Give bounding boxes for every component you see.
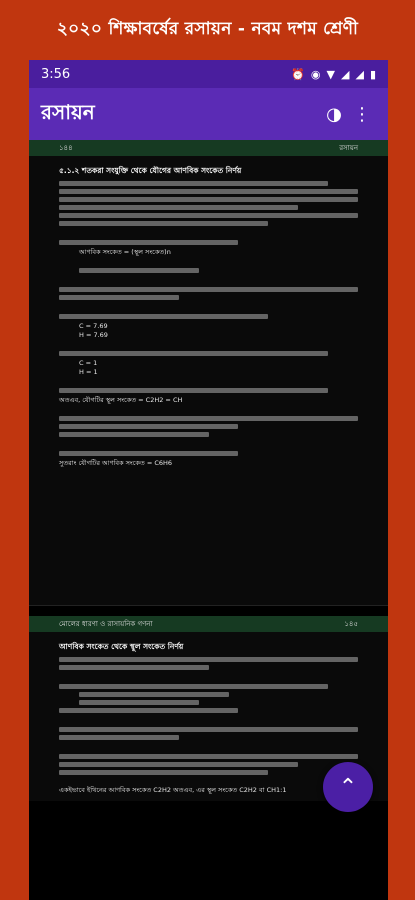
- text-line: [59, 181, 328, 186]
- text-line: [59, 205, 298, 210]
- section-title: ৫.১.২ শতকরা সংযুক্তি থেকে যৌগের আণবিক সংকেত নির্ণয়: [59, 166, 242, 175]
- text-line: [59, 754, 358, 759]
- status-bar: [29, 60, 388, 88]
- page-subject: রসায়ন: [339, 144, 358, 152]
- status-icons: [291, 68, 376, 81]
- page-number: ১৪৫: [344, 620, 358, 628]
- text-line: [59, 770, 268, 775]
- signal2-icon: ◢: [355, 67, 364, 81]
- phone-screen: [29, 60, 388, 900]
- banner-title: ২০২০ শিক্ষাবর্ষের রসায়ন - নবম দশম শ্রেণী: [56, 19, 359, 39]
- page-number: ১৪৪: [59, 144, 73, 152]
- alarm-icon: ⏰: [291, 67, 305, 81]
- formula: আণবিক সংকেত = (স্থূল সংকেত)n: [79, 248, 171, 256]
- pdf-page: [29, 140, 388, 606]
- text-line: [59, 432, 209, 437]
- text-line: [59, 684, 328, 689]
- page-header: [29, 140, 388, 156]
- signal-icon: ◢: [341, 67, 350, 81]
- text-line: [79, 692, 229, 697]
- text-line-last: একইভাবে ইথিনের আণবিক সংকেত C2H2 অতএব, এর স্থূল সংকেত C2H2 বা CH1:1: [59, 786, 287, 794]
- formula: সুতরাং যৌগটির আণবিক সংকেত = C6H6: [59, 459, 173, 467]
- page-chapter: মোলের ধারণা ও রাসায়নিক গণনা: [59, 620, 153, 628]
- eye-icon: ◉: [310, 67, 321, 81]
- wifi-icon: ▼: [326, 67, 335, 81]
- text-line: [59, 388, 328, 393]
- text-line: [59, 314, 268, 319]
- text-line: [59, 295, 179, 300]
- text-line: [59, 424, 238, 429]
- text-line: [59, 762, 298, 767]
- status-time: 3:56: [41, 66, 71, 82]
- formula: C = 1: [79, 359, 98, 367]
- text-line: [59, 197, 358, 202]
- text-line: [59, 657, 358, 662]
- formula: H = 7.69: [79, 331, 108, 339]
- section-title: আণবিক সংকেত থেকে স্থূল সংকেত নির্ণয়: [59, 642, 184, 651]
- page-header: [29, 616, 388, 632]
- text-line: [59, 708, 238, 713]
- text-line: [59, 735, 179, 740]
- text-line: [59, 451, 238, 456]
- page-body: [29, 156, 388, 474]
- formula: C = 7.69: [79, 322, 108, 330]
- app-bar: [29, 88, 388, 140]
- scroll-top-button[interactable]: [323, 762, 373, 812]
- app-banner: [0, 0, 415, 60]
- page-title: রসায়ন: [41, 99, 95, 124]
- text-line: [59, 189, 358, 194]
- text-line: [59, 416, 358, 421]
- chevron-up-icon: ⌃: [338, 774, 358, 800]
- brightness-icon[interactable]: ◑: [326, 103, 342, 125]
- text-line: [59, 287, 358, 292]
- text-line: [79, 700, 199, 705]
- battery-icon: ▮: [369, 67, 376, 81]
- text-line: [79, 268, 199, 273]
- formula: H = 1: [79, 368, 98, 376]
- text-line: [59, 665, 209, 670]
- text-line: [59, 240, 238, 245]
- formula: অতএব, যৌগটির স্থূল সংকেত = C2H2 = CH: [59, 396, 183, 404]
- text-line: [59, 221, 268, 226]
- more-options-icon[interactable]: ⋮: [353, 103, 371, 125]
- text-line: [59, 727, 358, 732]
- text-line: [59, 213, 358, 218]
- text-line: [59, 351, 328, 356]
